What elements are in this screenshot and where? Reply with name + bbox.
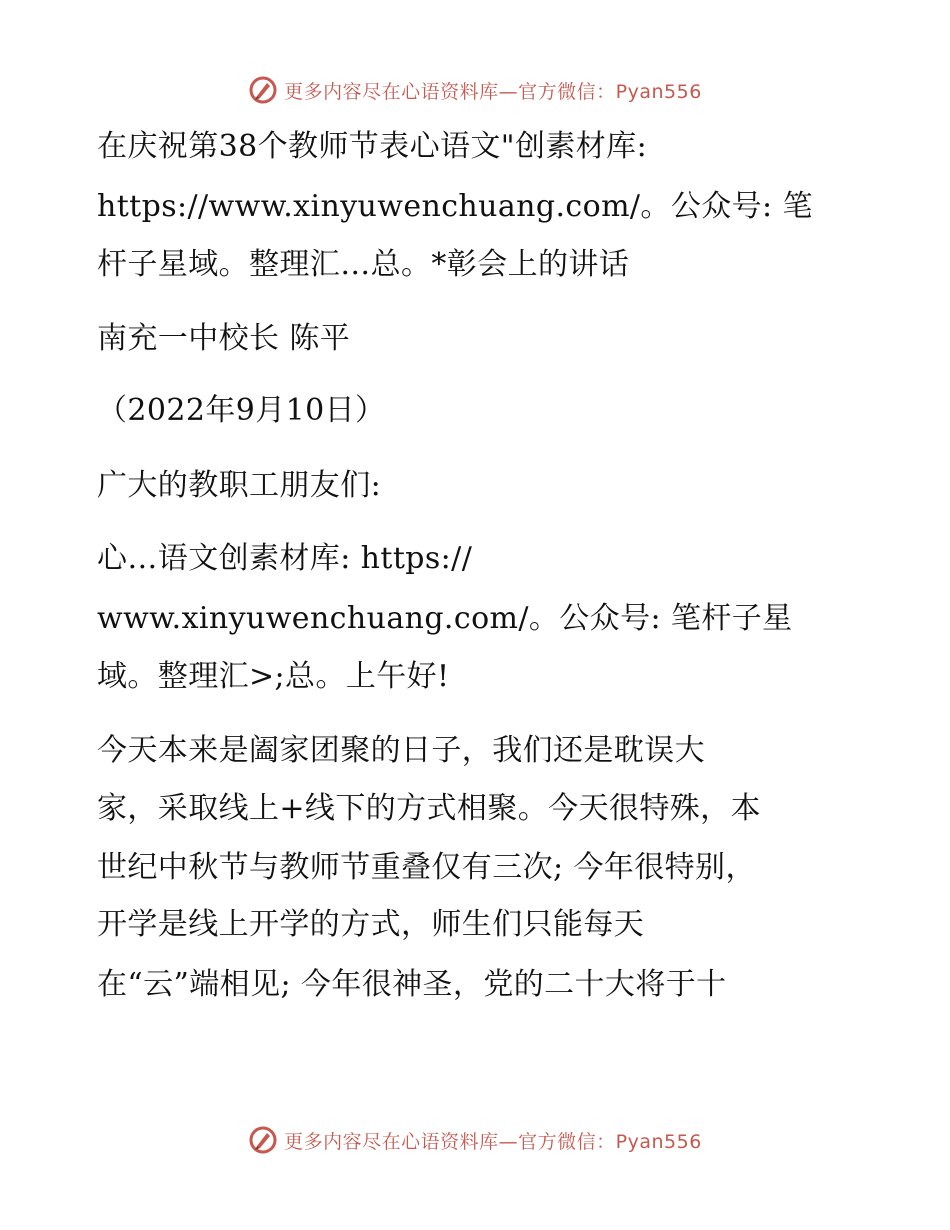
- text-line-8: www.xinyuwenchuang.com/。公众号: 笔杆子星: [97, 601, 793, 636]
- text-line-11: 家，采取线上+线下的方式相聚。今天很特殊，本: [97, 791, 761, 826]
- header-banner: [0, 70, 950, 110]
- wechat-id: Pyan556: [615, 1130, 702, 1153]
- text-line-7: 心…语文创素材库: https://: [97, 541, 473, 576]
- author-line: 南充一中校长 陈平: [97, 321, 351, 356]
- text-line-9: 域。整理汇>;总。上午好!: [97, 659, 450, 694]
- header-banner-text: 更多内容尽在心语资料库—官方微信：Pyan556: [284, 80, 702, 103]
- salutation-line: 广大的教职工朋友们:: [97, 468, 382, 503]
- pen-logo-icon: [248, 75, 278, 105]
- text-line-14: 在“云”端相见; 今年很神圣，党的二十大将于十: [97, 967, 727, 1002]
- text-line-1: 在庆祝第38个教师节表心语文"创素材库:: [97, 129, 648, 164]
- wechat-id: Pyan556: [615, 80, 702, 103]
- text-line-12: 世纪中秋节与教师节重叠仅有三次; 今年很特别，: [97, 850, 756, 885]
- text-line-3: 杆子星域。整理汇…总。*彰会上的讲话: [97, 247, 630, 282]
- text-line-2: https://www.xinyuwenchuang.com/。公众号: 笔: [97, 189, 813, 224]
- text-line-13: 开学是线上开学的方式，师生们只能每天: [97, 907, 645, 942]
- footer-banner: [0, 1120, 950, 1160]
- text-line-10: 今天本来是阖家团聚的日子，我们还是耽误大: [97, 733, 705, 768]
- date-line: （2022年9月10日）: [97, 393, 386, 428]
- footer-banner-text: 更多内容尽在心语资料库—官方微信：Pyan556: [284, 1130, 702, 1153]
- pen-logo-icon: [248, 1125, 278, 1155]
